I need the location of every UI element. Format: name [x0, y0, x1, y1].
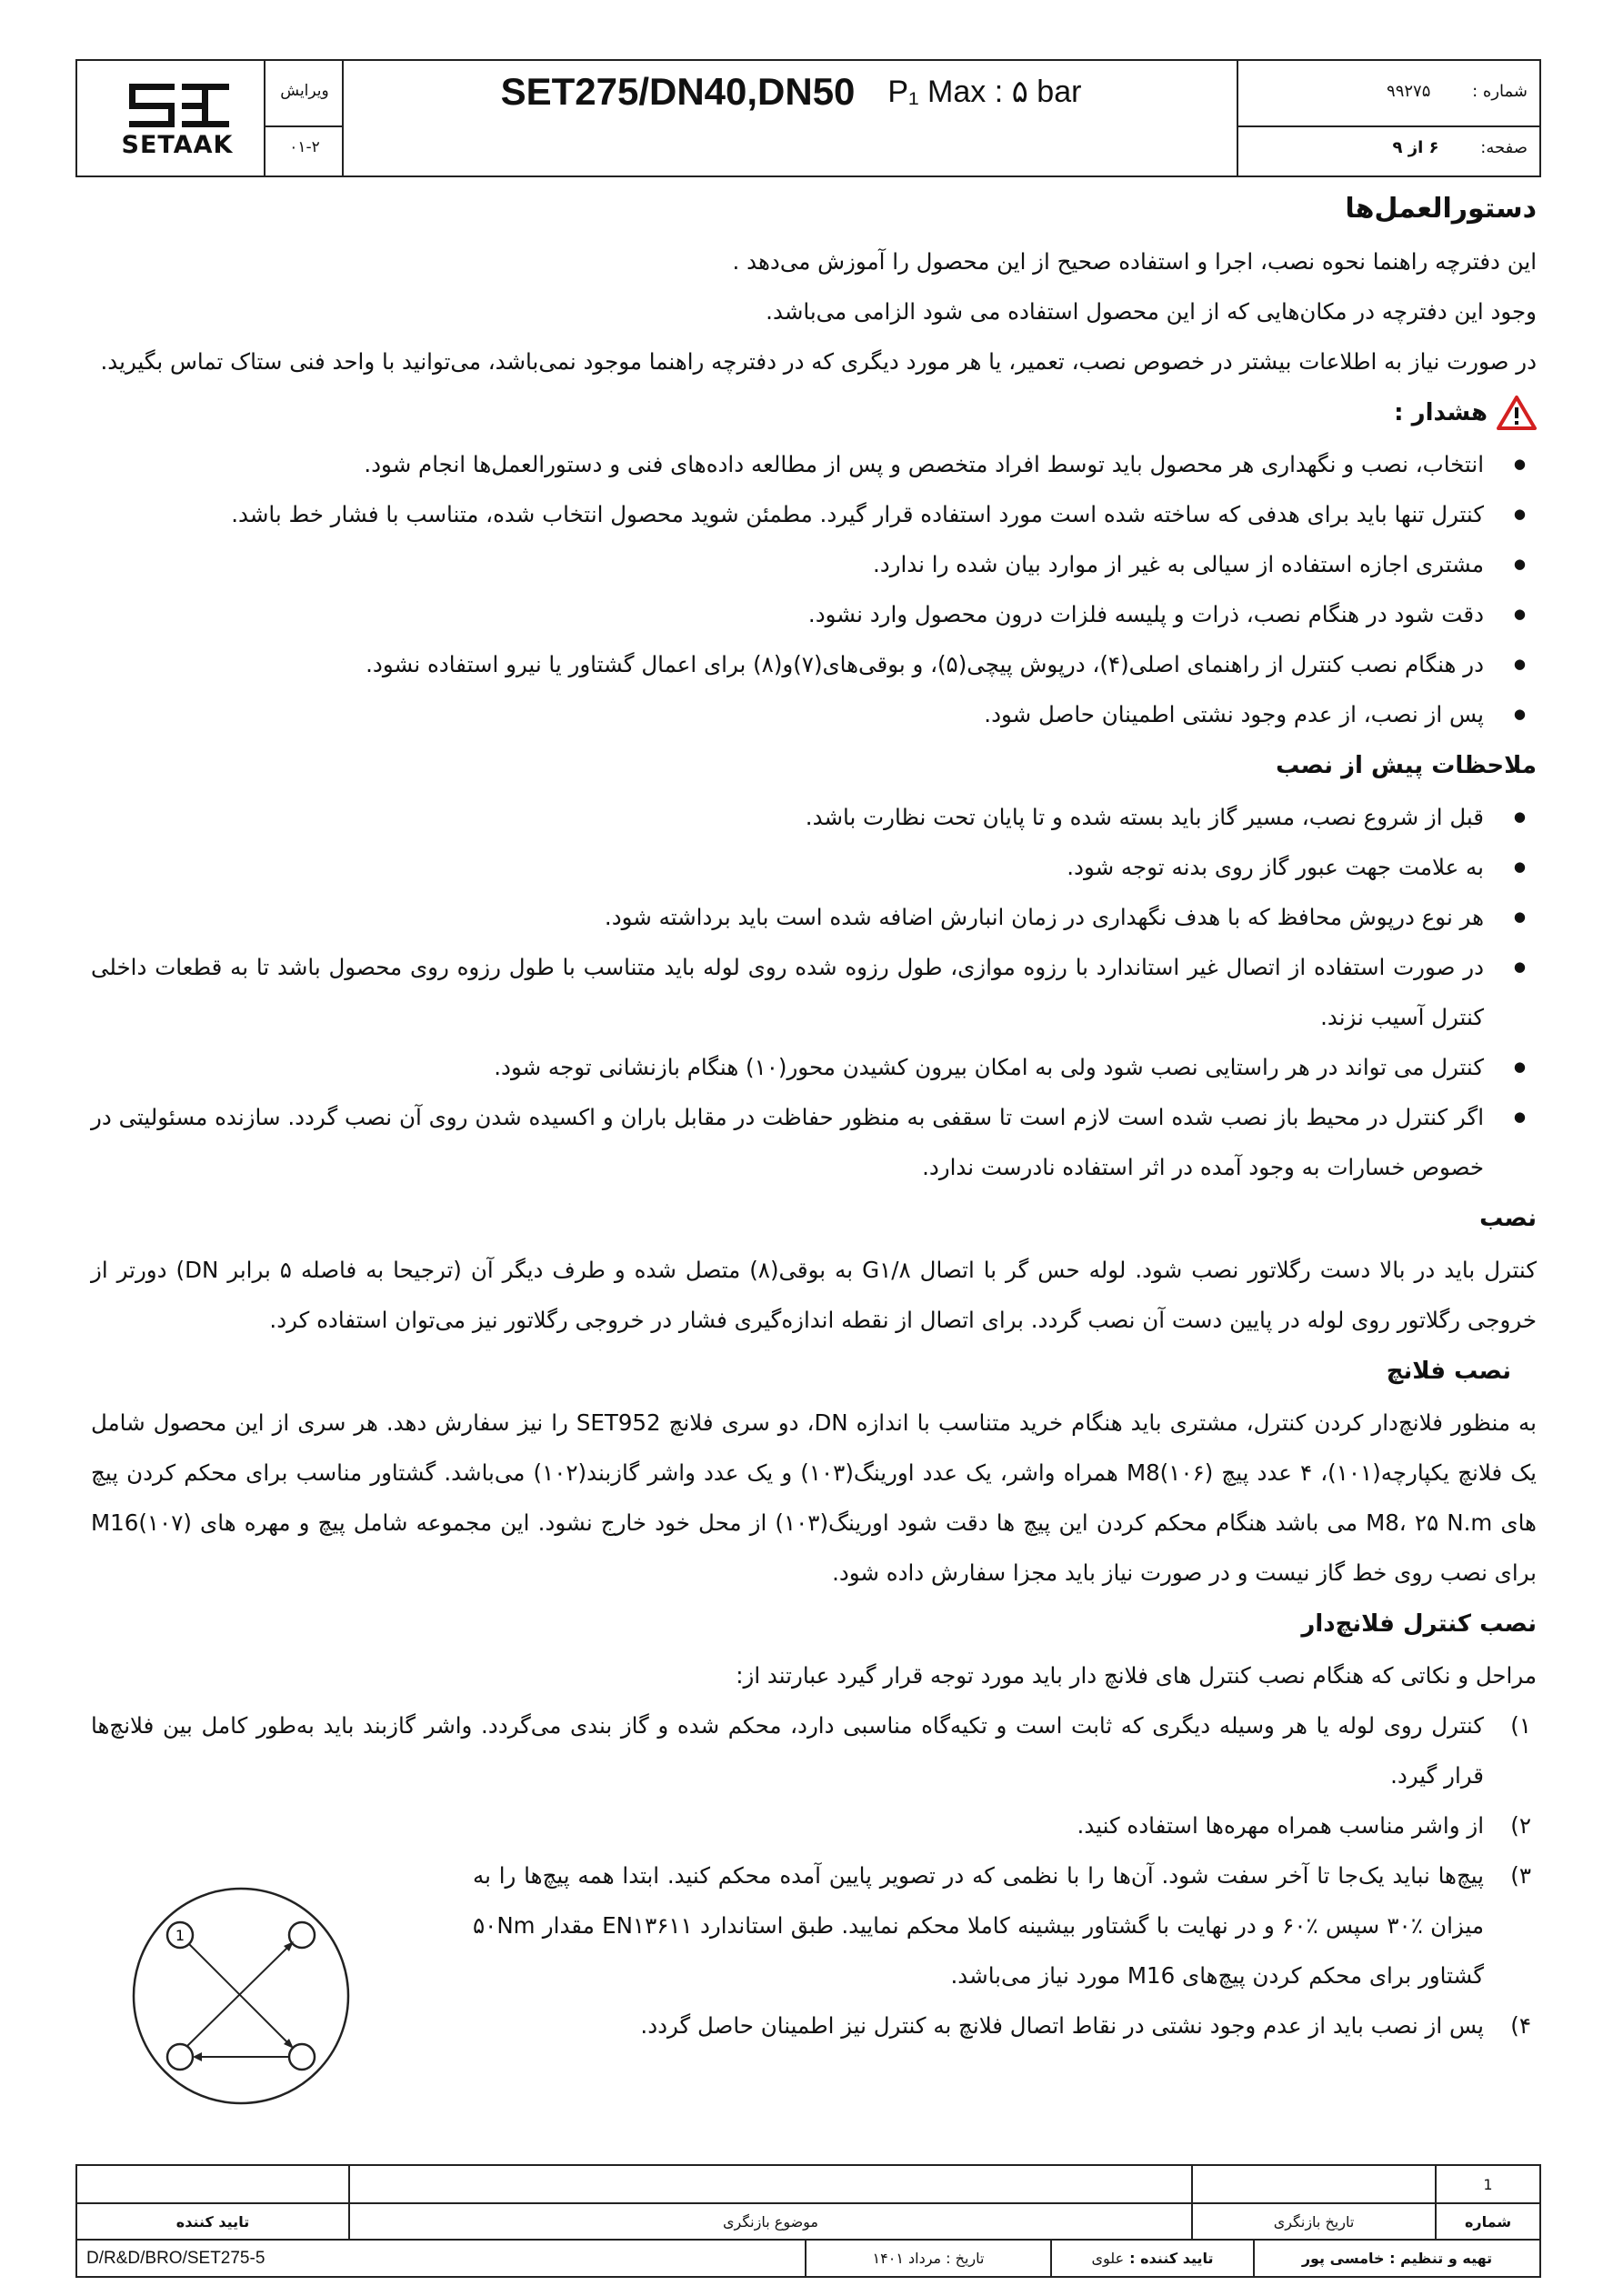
header-divider [1237, 125, 1541, 127]
header-divider [342, 59, 344, 177]
max-pressure: P₁ Max : ۵ bar [887, 75, 1082, 109]
approver-column-header: تایید کننده [175, 2212, 250, 2231]
list-item: ● اگر کنترل در محیط باز نصب شده است لازم است تا سقفی به منظور حفاظت در مقابل باران و اکسیده شدن روی آن نصب گردد. سازنده مسئولیتی در خصوص خسارات به وجود آمده در اثر استفاده نادرست ندارد. [91, 1092, 1537, 1192]
step-item [473, 1850, 1537, 2000]
revision-footer [75, 2164, 1541, 2278]
step-number: ۱) [1510, 1712, 1531, 1739]
list-item: ● هر نوع درپوش محافظ که با هدف نگهداری در زمان انبارش اضافه شده است باید برداشته شود. [91, 892, 1537, 942]
revision-date-header: تاریخ بازنگری [1273, 2212, 1355, 2231]
step-text: از واشر مناسب همراه مهره‌ها استفاده کنید. [1077, 1812, 1484, 1839]
document-code: D/R&D/BRO/SET275-5 [86, 2248, 265, 2268]
number-label: شماره : [1472, 82, 1528, 101]
bolt-order-label: 1 [175, 1927, 185, 1944]
flanged-control-title: نصب کنترل فلانچ‌دار [1301, 1610, 1537, 1638]
step-item [91, 1700, 1537, 1800]
bolt-tightening-diagram [127, 1882, 355, 2110]
prepared-by: تهیه و تنظیم : خامسی پور [1301, 2250, 1493, 2267]
revision-number: 1 [1483, 2175, 1493, 2193]
list-item: ● در صورت استفاده از اتصال غیر استاندارد با رزوه موازی، طول رزوه شده روی لوله باید متناسب با طول رزوه روی محصول باشد تا به قطعات داخلی کنترل آسیب نزند. [91, 942, 1537, 1042]
list-item: ● پس از نصب، از عدم وجود نشتی اطمینان حاصل شود. [91, 689, 1537, 739]
number-column-header: شماره [1464, 2212, 1512, 2231]
page-indicator [1246, 138, 1528, 157]
document-body [91, 182, 1537, 2050]
intro-paragraph: وجود این دفترچه در مکان‌هایی که از این محصول استفاده می شود الزامی می‌باشد. [766, 298, 1537, 325]
revision-subject-header: موضوع بازنگری [722, 2212, 818, 2231]
list-item: ● کنترل می تواند در هر راستایی نصب شود ولی به امکان بیرون کشیدن محور(۱۰) هنگام بازنشانی توجه شود. [91, 1042, 1537, 1092]
list-item: ● در هنگام نصب کنترل از راهنمای اصلی(۴)، درپوش پیچی(۵)، و بوقی‌های(۷)و(۸) برای اعمال گشتاور یا نیرو استفاده نشود. [91, 639, 1537, 689]
flange-title: نصب فلانچ [1386, 1358, 1511, 1385]
warning-list [91, 439, 1537, 739]
intro-paragraph: در صورت نیاز به اطلاعات بیشتر در خصوص نصب، تعمیر، یا هر مورد دیگری که در دفترچه راهنما موجود نمی‌باشد، می‌توانید با واحد فنی ستاک تماس بگیرید. [100, 348, 1537, 375]
document-date: تاریخ : مرداد ۱۴۰۱ [872, 2250, 985, 2267]
list-item: ● انتخاب، نصب و نگهداری هر محصول باید توسط افراد متخصص و پس از مطالعه داده‌های فنی و دستورالعمل‌ها انجام شود. [91, 439, 1537, 489]
step-item [473, 2000, 1537, 2050]
number-value: ۹۹۲۷۵ [1387, 82, 1431, 101]
model-name: SET275/DN40,DN50 [500, 70, 856, 113]
approved-by [1052, 2241, 1253, 2276]
step-number: ۳) [1510, 1862, 1531, 1889]
intro-paragraph: این دفترچه راهنما نحوه نصب، اجرا و استفاده صحیح از این محصول را آموزش می‌دهد . [732, 248, 1537, 275]
step-item [91, 1800, 1537, 1850]
step-number: ۲) [1510, 1812, 1531, 1839]
step-text: پس از نصب باید از عدم وجود نشتی در نقاط اتصال فلانچ به کنترل نیز اطمینان حاصل گردد. [640, 2012, 1484, 2039]
approved-by-value: علوی [1091, 2250, 1125, 2267]
document-title [346, 64, 1237, 120]
install-title: نصب [1479, 1205, 1537, 1232]
page-label: صفحه: [1480, 138, 1528, 157]
step-text: کنترل روی لوله یا هر وسیله دیگری که ثابت است و تکیه‌گاه مناسبی دارد، محکم شده و گاز بندی می‌گردد. واشر گازبند باید به‌طور کامل بین فلانچ‌ها قرار گیرد. [91, 1712, 1484, 1789]
approved-by-label: تایید کننده : [1129, 2250, 1214, 2267]
instructions-title: دستورالعمل‌ها [1345, 193, 1537, 225]
setaak-logo [91, 75, 264, 162]
warning-title: هشدار : [1394, 399, 1488, 426]
warning-heading [91, 386, 1537, 439]
flange-paragraph: به منظور فلانچ‌دار کردن کنترل، مشتری باید هنگام خرید متناسب با اندازه DN، دو سری فلانچ SET952 را نیز سفارش دهد. هر سری از این محصول شامل یک فلانچ یکپارچه(۱۰۱)، ۴ عدد پیچ M8(۱۰۶) همراه واشر، یک عدد اورینگ(۱۰۳) و یک عدد واشر گازبند(۱۰۲) می‌باشد. گشتاور مناسب برای محکم کردن پیچ های M8، ۲۵ N.m می باشد هنگام محکم کردن این پیچ ها دقت شود اورینگ(۱۰۳) از محل خود خارج نشود. این مجموعه شامل پیچ و مهره های M16(۱۰۷) برای نصب روی خط گاز نیست و در صورت نیاز باید مجزا سفارش داده شود. [91, 1409, 1537, 1586]
list-item: ● مشتری اجازه استفاده از سیالی به غیر از موارد بیان شده را ندارد. [91, 539, 1537, 589]
list-item: ● دقت شود در هنگام نصب، ذرات و پلیسه فلزات درون محصول وارد نشود. [91, 589, 1537, 639]
edition-label: ویرایش [280, 82, 329, 100]
warning-triangle-icon [1497, 395, 1537, 431]
document-number [1246, 82, 1528, 101]
flanged-control-intro: مراحل و نکاتی که هنگام نصب کنترل های فلانچ دار باید مورد توجه قرار گیرد عبارتند از: [736, 1662, 1537, 1689]
step-text: پیچ‌ها نباید یک‌جا تا آخر سفت شود. آن‌ها را با نظمی که در تصویر پایین آمده محکم کنید. ابتدا همه پیچ‌ها را به میزان ٪۳۰ سپس ٪۶۰ و در نهایت با گشتاور بیشینه کاملا محکم نمایید. طبق استاندارد EN۱۳۶۱۱ مقدار ۵۰Nm گشتاور برای محکم کردن پیچ‌های M16 مورد نیاز می‌باشد. [473, 1862, 1484, 1989]
install-paragraph: کنترل باید در بالا دست رگلاتور نصب شود. لوله حس گر با اتصال G۱/۸ به بوقی(۸) متصل شده و طرف دیگر آن (ترجیحا به فاصله ۵ برابر DN) دورتر از خروجی رگلاتور روی لوله در پایین دست آن نصب گردد. برای اتصال از نقطه اندازه‌گیری فشار در خروجی رگلاتور نیز می‌توان استفاده کرد. [91, 1257, 1537, 1333]
pre-install-title: ملاحظات پیش از نصب [1276, 752, 1537, 779]
list-item: ● به علامت جهت عبور گاز روی بدنه توجه شود. [91, 842, 1537, 892]
page-value: ۶ از ۹ [1392, 138, 1439, 157]
header-divider [1237, 59, 1238, 177]
setaak-logo-mark [129, 82, 229, 127]
header-divider [264, 125, 342, 127]
header-divider [264, 59, 265, 177]
list-item: ● قبل از شروع نصب، مسیر گاز باید بسته شده و تا پایان تحت نظارت باشد. [91, 792, 1537, 842]
edition-value: ۰۱-۲ [289, 138, 320, 156]
pre-install-list [91, 792, 1537, 1192]
list-item: ● کنترل تنها باید برای هدفی که ساخته شده است مورد استفاده قرار گیرد. مطمئن شوید محصول انتخاب شده، متناسب با فشار خط باشد. [91, 489, 1537, 539]
step-number: ۴) [1510, 2012, 1531, 2039]
brand-name: SETAAK [121, 131, 234, 159]
